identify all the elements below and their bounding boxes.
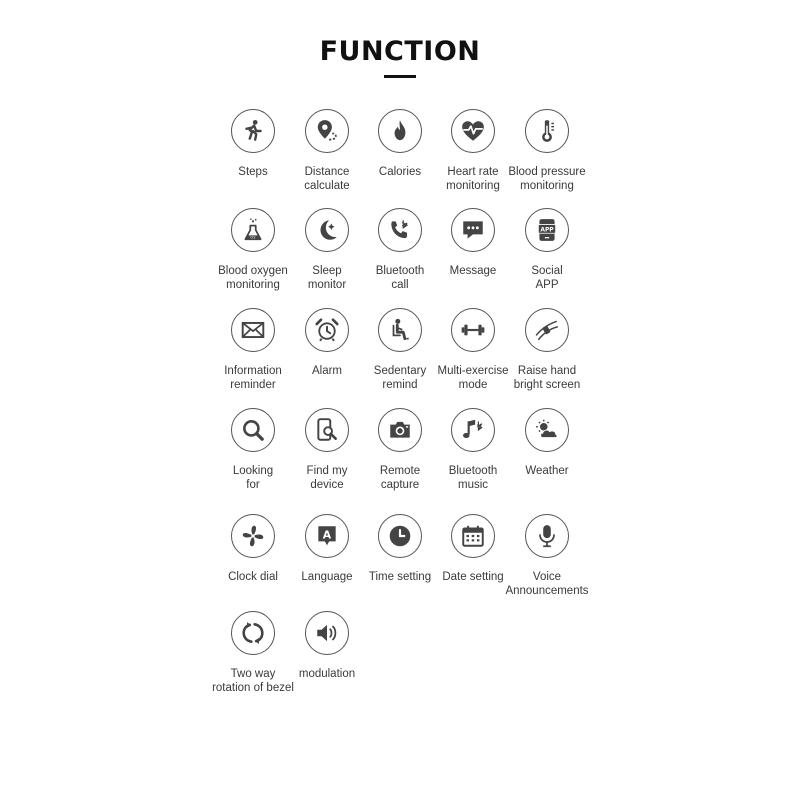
clock-icon xyxy=(378,514,422,558)
feature-label: Steps xyxy=(238,166,268,178)
feature-label: Raise hand bright screen xyxy=(513,365,581,391)
feature-weather xyxy=(497,408,597,479)
flame-icon xyxy=(378,109,422,153)
phone-search-icon xyxy=(305,408,349,452)
thermometer-icon xyxy=(525,109,569,153)
feature-label: Find my device xyxy=(306,465,348,491)
language-icon xyxy=(305,514,349,558)
chat-bubble-icon xyxy=(451,208,495,252)
feature-label: Two way rotation of bezel xyxy=(212,668,294,694)
envelope-icon xyxy=(231,308,275,352)
running-person-icon xyxy=(231,109,275,153)
feature-label: Language xyxy=(301,571,353,583)
feature-modulation xyxy=(277,611,377,682)
feature-label: Looking for xyxy=(232,465,274,491)
speaker-icon xyxy=(305,611,349,655)
music-note-icon xyxy=(451,408,495,452)
feature-label: Time setting xyxy=(368,571,432,583)
feature-label: Multi-exercise mode xyxy=(437,365,509,391)
dumbbell-icon xyxy=(451,308,495,352)
camera-icon xyxy=(378,408,422,452)
feature-label: Sedentary remind xyxy=(373,365,427,391)
feature-label: modulation xyxy=(298,668,356,680)
page-title: FUNCTION xyxy=(319,36,481,67)
feature-social-app xyxy=(497,208,597,292)
feature-label: Social APP xyxy=(531,265,563,291)
svg-text:A: A xyxy=(322,528,332,542)
feature-label: Heart rate monitoring xyxy=(446,166,500,192)
feature-label: Distance calculate xyxy=(304,166,350,192)
feature-label: Calories xyxy=(378,166,422,178)
feature-label: Remote capture xyxy=(379,465,421,491)
feature-label: Alarm xyxy=(311,365,343,377)
feature-label: Bluetooth music xyxy=(448,465,498,491)
location-pin-icon xyxy=(305,109,349,153)
alarm-clock-icon xyxy=(305,308,349,352)
moon-icon xyxy=(305,208,349,252)
weather-icon xyxy=(525,408,569,452)
feature-label: Bluetooth call xyxy=(375,265,425,291)
feature-label: Blood oxygen monitoring xyxy=(218,265,288,291)
feature-label: Weather xyxy=(525,465,569,477)
feature-label: Blood pressure monitoring xyxy=(508,166,586,192)
app-icon xyxy=(525,208,569,252)
microphone-icon xyxy=(525,514,569,558)
feature-label: Message xyxy=(449,265,497,277)
calendar-icon xyxy=(451,514,495,558)
svg-text:APP: APP xyxy=(540,226,554,234)
bluetooth-phone-icon xyxy=(378,208,422,252)
feature-raise-hand xyxy=(497,308,597,392)
feature-label: Voice Announcements xyxy=(505,571,589,597)
feature-label: Sleep monitor xyxy=(307,265,347,291)
rotate-icon xyxy=(231,611,275,655)
heart-pulse-icon xyxy=(451,109,495,153)
feature-label: Information reminder xyxy=(224,365,282,391)
fan-dial-icon xyxy=(231,514,275,558)
feature-label: Clock dial xyxy=(228,571,278,583)
svg-text:O2: O2 xyxy=(250,234,256,240)
feature-label: Date setting xyxy=(442,571,504,583)
wrist-band-icon xyxy=(525,308,569,352)
feature-voice-announcements xyxy=(497,514,597,598)
flask-icon xyxy=(231,208,275,252)
search-icon xyxy=(231,408,275,452)
seated-person-icon xyxy=(378,308,422,352)
feature-blood-pressure xyxy=(497,109,597,193)
